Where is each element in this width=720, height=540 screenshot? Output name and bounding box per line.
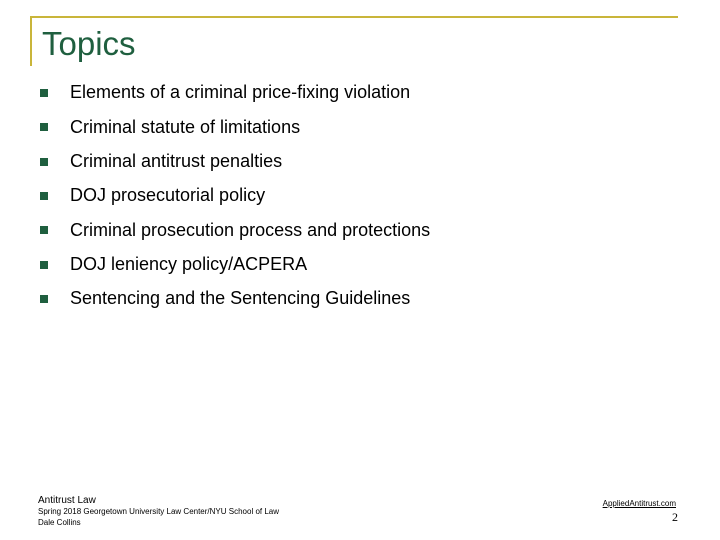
square-bullet-icon [40,123,48,131]
bullet-text: Elements of a criminal price-fixing violation [70,82,411,103]
list-item [40,76,430,110]
footer-website-link[interactable]: AppliedAntitrust.com [602,499,676,508]
square-bullet-icon [40,89,48,97]
list-item [40,110,430,144]
list-item [40,145,430,179]
list-item [40,179,430,213]
list-item [40,247,430,281]
bullet-text: Criminal prosecution process and protections [70,219,431,240]
bullet-text: DOJ prosecutorial policy [70,185,266,206]
footer-author: Dale Collins [38,518,81,527]
footer-term: Spring 2018 Georgetown University Law Center/NYU School of Law [38,507,280,516]
topics-list [40,76,430,316]
bullet-text: DOJ leniency policy/ACPERA [70,253,308,274]
title-frame-left-rule [30,16,32,66]
square-bullet-icon [40,158,48,166]
page-number: 2 [672,510,678,524]
square-bullet-icon [40,226,48,234]
footer-course: Antitrust Law [38,495,96,506]
footer-info [38,495,279,528]
square-bullet-icon [40,261,48,269]
list-item [40,282,430,316]
square-bullet-icon [40,295,48,303]
list-item [40,213,430,247]
slide-title: Topics [42,25,136,62]
bullet-text: Criminal statute of limitations [70,116,301,137]
title-frame-top-rule [30,16,678,18]
bullet-text: Sentencing and the Sentencing Guidelines [70,288,411,309]
bullet-text: Criminal antitrust penalties [70,150,283,171]
square-bullet-icon [40,192,48,200]
